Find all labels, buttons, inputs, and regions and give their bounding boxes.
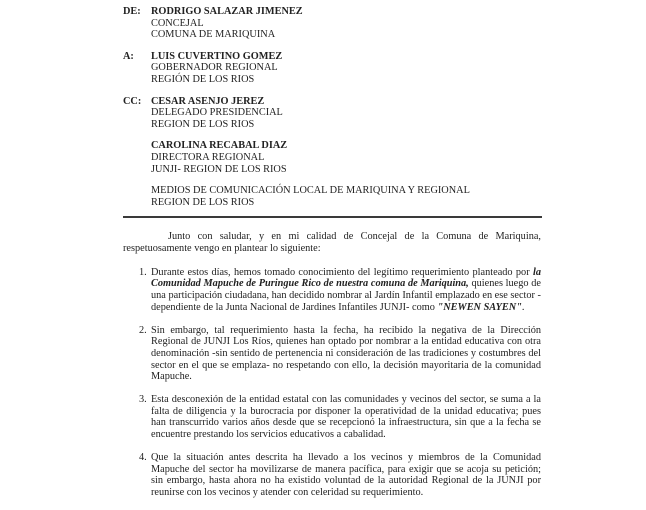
cc-block-3 [123, 185, 646, 208]
to-block [123, 51, 646, 86]
list-item [123, 325, 541, 384]
to-label: A: [123, 50, 134, 62]
header-divider [123, 216, 542, 218]
to-organization: REGIÓN DE LOS RIOS [151, 73, 255, 85]
from-title: CONCEJAL [151, 17, 204, 29]
cc-recipient-name: CESAR ASENJO JEREZ [151, 95, 265, 107]
cc-label: CC: [123, 95, 142, 107]
list-item [123, 394, 541, 441]
list-item-number: 1. [139, 266, 147, 278]
list-item-text [151, 267, 541, 314]
cc-recipient [151, 140, 646, 175]
from-organization: COMUNA DE MARIQUINA [151, 29, 276, 41]
list-item [123, 267, 541, 314]
to-title: GOBERNADOR REGIONAL [151, 62, 278, 74]
cc-recipient-organization: REGION DE LOS RIOS [151, 118, 255, 130]
numbered-list [123, 267, 541, 499]
text-segment: Durante estos días, hemos tomado conocimiento del legítimo requerimiento planteado por [151, 266, 533, 278]
intro-paragraph: Junto con saludar, y en mi calidad de Concejal de la Comuna de Mariquina, respetuosamente vengo en plantear lo siguiente: [123, 231, 541, 255]
cc-recipient [151, 96, 646, 131]
cc-recipient-title: DELEGADO PRESIDENCIAL [151, 107, 283, 119]
list-item-text: Sin embargo, tal requerimiento hasta la fecha, ha recibido la negativa de la Dirección Regional de JUNJI Los Ríos, quienes han optado por nombrar a la entidad educativa con otra denominación -sin sentido de pertenencia ni consideración de las tradiciones y costumbres del sector en el que se emplaza- no respetando con ello, la decisión mayoritaria de la comunidad Mapuche. [151, 324, 541, 383]
text-segment: quienes luego de una participación ciudadana, han decidido nombrar al Jardín Infantil emplazado en ese sector -dependiente de la Junta Nacional de Jardines Infantiles JUNJI- como [151, 278, 541, 313]
list-item-number: 3. [139, 394, 147, 406]
cc-recipient-title: MEDIOS DE COMUNICACIÓN LOCAL DE MARIQUINA Y REGIONAL [151, 185, 470, 197]
text-segment: . [521, 301, 525, 313]
emphasis-community: la Comunidad Mapuche de Puringue Rico de nuestra comuna de Mariquina, [151, 266, 541, 290]
list-item-number: 2. [139, 324, 147, 336]
list-item-number: 4. [139, 451, 147, 463]
cc-block-2 [123, 140, 646, 175]
from-label: DE: [123, 6, 141, 17]
cc-recipient [151, 185, 646, 208]
list-item-text: Esta desconexión de la entidad estatal con las comunidades y vecinos del sector, se suma a la falta de diligencia y la burocracia por disponer la operatividad de la unidad educativa; pues han transcurrido varios años desde que se recepcionó la infraestructura, sin que a la fecha se encuentre prestando los servicios educativos a cabalidad. [151, 394, 541, 441]
from-name: RODRIGO SALAZAR JIMENEZ [151, 6, 303, 17]
cc-recipient-organization: REGION DE LOS RIOS [151, 196, 255, 208]
cc-recipient-title: DIRECTORA REGIONAL [151, 151, 265, 163]
to-name: LUIS CUVERTINO GOMEZ [151, 50, 283, 62]
cc-recipient-name: CAROLINA RECABAL DIAZ [151, 140, 288, 152]
cc-block [123, 96, 646, 131]
cc-recipient-organization: JUNJI- REGION DE LOS RIOS [151, 163, 287, 175]
list-item-text: Que la situación antes descrita ha llevado a los vecinos y miembros de la Comunidad Mapuche del sector ha movilizarse de manera pacífica, para exigir que se acoja su petición; sin embargo, hasta ahora no ha existido voluntad de la autoridad Regional de la JUNJI por reunirse con los vecinos y atender con celeridad su requerimiento. [151, 451, 541, 498]
from-block [123, 6, 646, 41]
list-item [123, 452, 541, 499]
emphasis-name: "NEWEN SAYEN" [437, 301, 522, 313]
